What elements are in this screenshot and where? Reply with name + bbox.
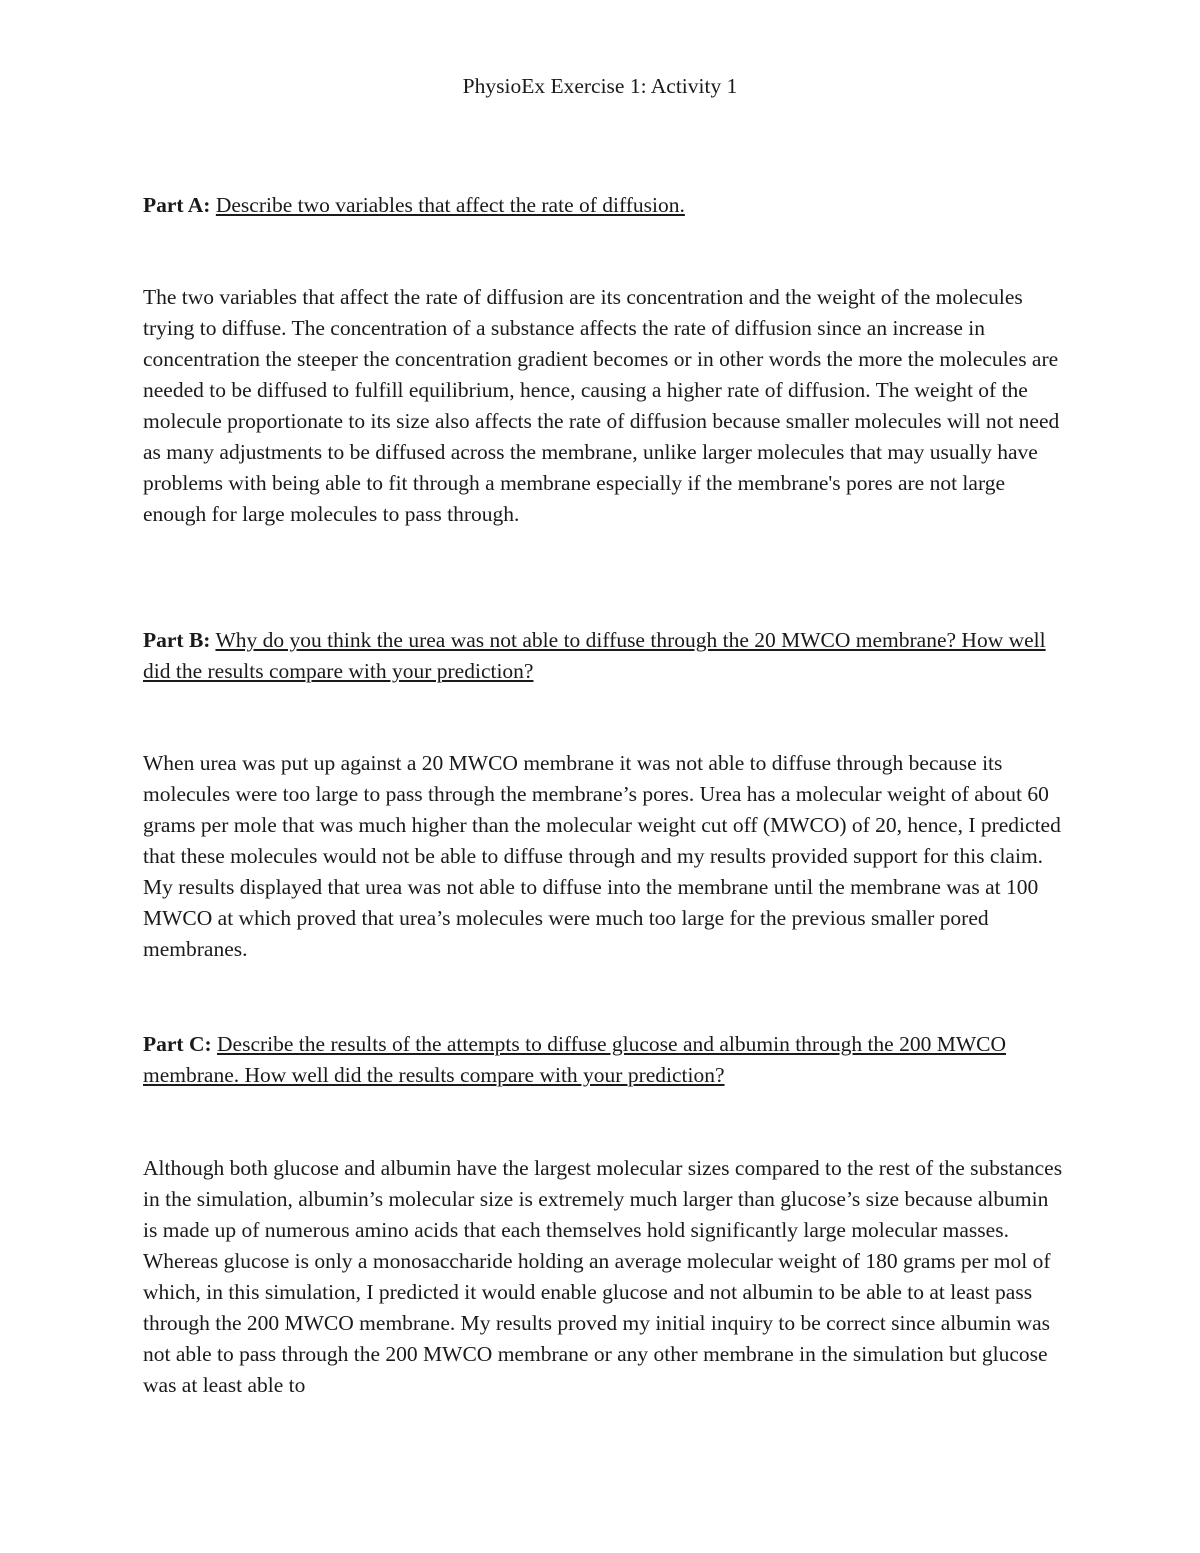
section-part-c: [143, 1029, 1063, 1409]
answer-part-b: When urea was put up against a 20 MWCO membrane it was not able to diffuse through because its molecules were too large to pass through the membrane’s pores. Urea has a molecular weight of about 60 grams per mole that was much higher than the molecular weight cut off (MWCO) of 20, hence, I predicted that these molecules would not be able to diffuse through and my results provided support for this claim. My results displayed that urea was not able to diffuse into the membrane until the membrane was at 100 MWCO at which proved that urea’s molecules were much too large for the previous smaller pored membranes.: [143, 751, 1061, 961]
question-text: Why do you think the urea was not able to diffuse through the 20 MWCO membrane? How well did the results compare with your prediction?: [143, 628, 1046, 683]
question-part-c: [143, 1029, 1063, 1091]
document-title: PhysioEx Exercise 1: Activity 1: [462, 74, 738, 98]
question-part-b: [143, 625, 1063, 687]
question-part-a: [143, 190, 1063, 221]
section-part-b: [143, 625, 1063, 970]
section-part-a: [143, 190, 1063, 570]
question-label: Part B:: [143, 628, 211, 652]
question-label: Part A:: [143, 193, 211, 217]
question-text: Describe two variables that affect the rate of diffusion.: [215, 193, 685, 217]
answer-part-a: The two variables that affect the rate of diffusion are its concentration and the weight of the molecules trying to diffuse. The concentration of a substance affects the rate of diffusion since an increase in concentration the steeper the concentration gradient becomes or in other words the more the molecules are needed to be diffused to fulfill equilibrium, hence, causing a higher rate of diffusion. The weight of the molecule proportionate to its size also affects the rate of diffusion because smaller molecules will not need as many adjustments to be diffused across the membrane, unlike larger molecules that may usually have problems with being able to fit through a membrane especially if the membrane's pores are not large enough for large molecules to pass through.: [143, 285, 1060, 526]
question-text: Describe the results of the attempts to diffuse glucose and albumin through the 200 MWCO membrane. How well did the results compare with your prediction?: [143, 1032, 1007, 1087]
answer-part-c: Although both glucose and albumin have the largest molecular sizes compared to the rest of the substances in the simulation, albumin’s molecular size is extremely much larger than glucose’s size because albumin is made up of numerous amino acids that each themselves hold significantly large molecular masses. Whereas glucose is only a monosaccharide holding an average molecular weight of 180 grams per mol of which, in this simulation, I predicted it would enable glucose and not albumin to be able to at least pass through the 200 MWCO membrane. My results proved my initial inquiry to be correct since albumin was not able to pass through the 200 MWCO membrane or any other membrane in the simulation but glucose was at least able to: [143, 1156, 1063, 1397]
question-label: Part C:: [143, 1032, 212, 1056]
